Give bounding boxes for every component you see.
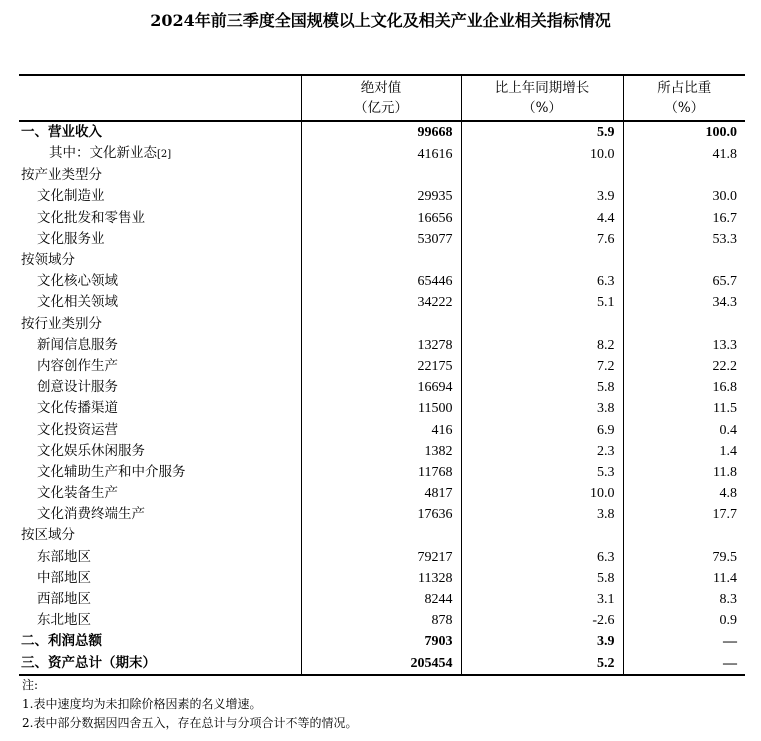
row-label: 内容创作生产 (37, 357, 118, 374)
row-label: 东部地区 (37, 548, 91, 565)
cell-growth (461, 165, 623, 186)
table-row (19, 229, 745, 250)
row-label: 按区域分 (21, 527, 75, 544)
cell-share: 16.7 (623, 208, 745, 229)
cell-absolute: 7903 (301, 631, 461, 652)
table-row (19, 250, 745, 271)
row-label: 文化批发和零售业 (37, 209, 145, 226)
cell-share: 79.5 (623, 547, 745, 568)
cell-share: 65.7 (623, 271, 745, 292)
cell-growth: 6.3 (461, 547, 623, 568)
cell-absolute: 17636 (301, 504, 461, 525)
cell-share: 16.8 (623, 377, 745, 398)
cell-share: 4.8 (623, 483, 745, 504)
cell-growth (461, 250, 623, 271)
cell-share: 30.0 (623, 186, 745, 207)
header-absolute-value (301, 75, 461, 121)
row-label: 文化投资运营 (37, 421, 118, 438)
cell-growth: 2.3 (461, 441, 623, 462)
table-row (19, 631, 745, 652)
header-share-unit: （%） (664, 100, 705, 116)
row-label: 文化传播渠道 (37, 400, 118, 417)
cell-growth: 8.2 (461, 335, 623, 356)
row-label: 三、资产总计（期末） (19, 653, 301, 675)
cell-share: 34.3 (623, 292, 745, 313)
cell-growth: 3.8 (461, 398, 623, 419)
cell-growth: 6.3 (461, 271, 623, 292)
cell-growth: 3.1 (461, 589, 623, 610)
row-label-text: 其中：文化新业态 (49, 145, 157, 162)
table-row (19, 441, 745, 462)
cell-absolute: 99668 (301, 121, 461, 143)
row-label: 创意设计服务 (37, 379, 118, 396)
cell-share: 22.2 (623, 356, 745, 377)
page-title: 2024年前三季度全国规模以上文化及相关产业企业相关指标情况 (150, 11, 611, 30)
header-growth (461, 75, 623, 121)
header-share (623, 75, 745, 121)
row-label: 文化制造业 (37, 188, 105, 205)
cell-growth: 5.8 (461, 568, 623, 589)
table-row (19, 271, 745, 292)
row-label: 一、营业收入 (21, 124, 102, 141)
note-line-1: 1.表中速度均为未扣除价格因素的名义增速。 (22, 697, 262, 711)
note-line-2: 2.表中部分数据因四舍五入，存在总计与分项合计不等的情况。 (22, 716, 358, 730)
table-row (19, 292, 745, 313)
cell-growth: 5.3 (461, 462, 623, 483)
row-label: 文化消费终端生产 (37, 506, 145, 523)
cell-growth: 7.6 (461, 229, 623, 250)
cell-absolute: 878 (301, 610, 461, 631)
notes-heading: 注: (22, 678, 39, 692)
cell-growth: 7.2 (461, 356, 623, 377)
cell-share: 8.3 (623, 589, 745, 610)
row-label: 西部地区 (37, 591, 91, 608)
table-notes (22, 676, 357, 733)
table-row (19, 653, 745, 675)
cell-growth: 3.8 (461, 504, 623, 525)
row-label: 文化相关领域 (37, 294, 118, 311)
table-row (19, 589, 745, 610)
table-row (19, 377, 745, 398)
cell-absolute (301, 250, 461, 271)
cell-absolute: 8244 (301, 589, 461, 610)
cell-share: 11.4 (623, 568, 745, 589)
cell-absolute (301, 314, 461, 335)
cell-share: — (623, 653, 745, 675)
cell-absolute: 11500 (301, 398, 461, 419)
cell-growth: -2.6 (461, 610, 623, 631)
cell-absolute: 16656 (301, 208, 461, 229)
cell-growth: 10.0 (461, 143, 623, 165)
table-row (19, 335, 745, 356)
cell-absolute: 16694 (301, 377, 461, 398)
cell-growth (461, 525, 623, 546)
table-row (19, 143, 745, 165)
cell-share (623, 165, 745, 186)
cell-share (623, 250, 745, 271)
row-label: 二、利润总额 (21, 633, 102, 650)
cell-absolute: 65446 (301, 271, 461, 292)
cell-absolute: 4817 (301, 483, 461, 504)
table-row (19, 547, 745, 568)
row-label: 按领域分 (21, 252, 75, 269)
header-share-line1: 所占比重 (657, 80, 712, 96)
cell-growth: 5.1 (461, 292, 623, 313)
cell-absolute: 29935 (301, 186, 461, 207)
cell-growth: 5.9 (461, 121, 623, 143)
cell-growth (461, 314, 623, 335)
table-row (19, 165, 745, 186)
cell-absolute: 416 (301, 419, 461, 440)
cell-share: 17.7 (623, 504, 745, 525)
cell-share: 13.3 (623, 335, 745, 356)
cell-growth: 4.4 (461, 208, 623, 229)
row-label (19, 143, 301, 165)
header-growth-unit: （%） (522, 100, 562, 116)
header-growth-line1: 比上年同期增长 (494, 80, 590, 96)
cell-absolute: 205454 (301, 653, 461, 675)
cell-growth: 5.2 (461, 653, 623, 675)
cell-absolute (301, 525, 461, 546)
cell-absolute: 41616 (301, 143, 461, 165)
row-label: 文化服务业 (37, 230, 105, 247)
cell-absolute: 53077 (301, 229, 461, 250)
cell-share (623, 525, 745, 546)
table-row (19, 356, 745, 377)
table-header-row (19, 75, 745, 121)
cell-share: 53.3 (623, 229, 745, 250)
cell-share: 0.9 (623, 610, 745, 631)
cell-share: 41.8 (623, 143, 745, 165)
table-row (19, 419, 745, 440)
table-row (19, 186, 745, 207)
table-row (19, 121, 745, 143)
header-indicator (19, 75, 301, 121)
cell-share: 11.5 (623, 398, 745, 419)
row-label: 文化装备生产 (37, 485, 118, 502)
row-label: 按产业类型分 (21, 167, 102, 184)
cell-share: 0.4 (623, 419, 745, 440)
table-row (19, 568, 745, 589)
row-label: 中部地区 (37, 569, 91, 586)
row-label: 文化辅助生产和中介服务 (37, 463, 186, 480)
cell-growth: 6.9 (461, 419, 623, 440)
table-row (19, 504, 745, 525)
table-row (19, 525, 745, 546)
row-label: 按行业类别分 (21, 315, 102, 332)
row-label: 文化娱乐休闲服务 (37, 442, 145, 459)
cell-share (623, 314, 745, 335)
table-row (19, 208, 745, 229)
header-absolute-value-unit: （亿元） (354, 100, 408, 116)
indicators-table (19, 74, 745, 676)
table-row (19, 483, 745, 504)
cell-share: 11.8 (623, 462, 745, 483)
row-label: 新闻信息服务 (37, 336, 118, 353)
table-row (19, 314, 745, 335)
cell-growth: 10.0 (461, 483, 623, 504)
cell-growth: 3.9 (461, 631, 623, 652)
cell-absolute: 79217 (301, 547, 461, 568)
table-row (19, 398, 745, 419)
cell-absolute: 11328 (301, 568, 461, 589)
cell-share: 1.4 (623, 441, 745, 462)
table-row (19, 462, 745, 483)
table-row (19, 610, 745, 631)
cell-absolute (301, 165, 461, 186)
cell-absolute: 34222 (301, 292, 461, 313)
cell-growth: 5.8 (461, 377, 623, 398)
header-absolute-value-line1: 绝对值 (360, 80, 402, 96)
footnote-marker: [2] (157, 149, 172, 161)
cell-share: 100.0 (623, 121, 745, 143)
cell-absolute: 13278 (301, 335, 461, 356)
cell-share: — (623, 631, 745, 652)
cell-growth: 3.9 (461, 186, 623, 207)
row-label: 文化核心领域 (37, 273, 118, 290)
cell-absolute: 22175 (301, 356, 461, 377)
cell-absolute: 1382 (301, 441, 461, 462)
cell-absolute: 11768 (301, 462, 461, 483)
row-label: 东北地区 (37, 612, 91, 629)
